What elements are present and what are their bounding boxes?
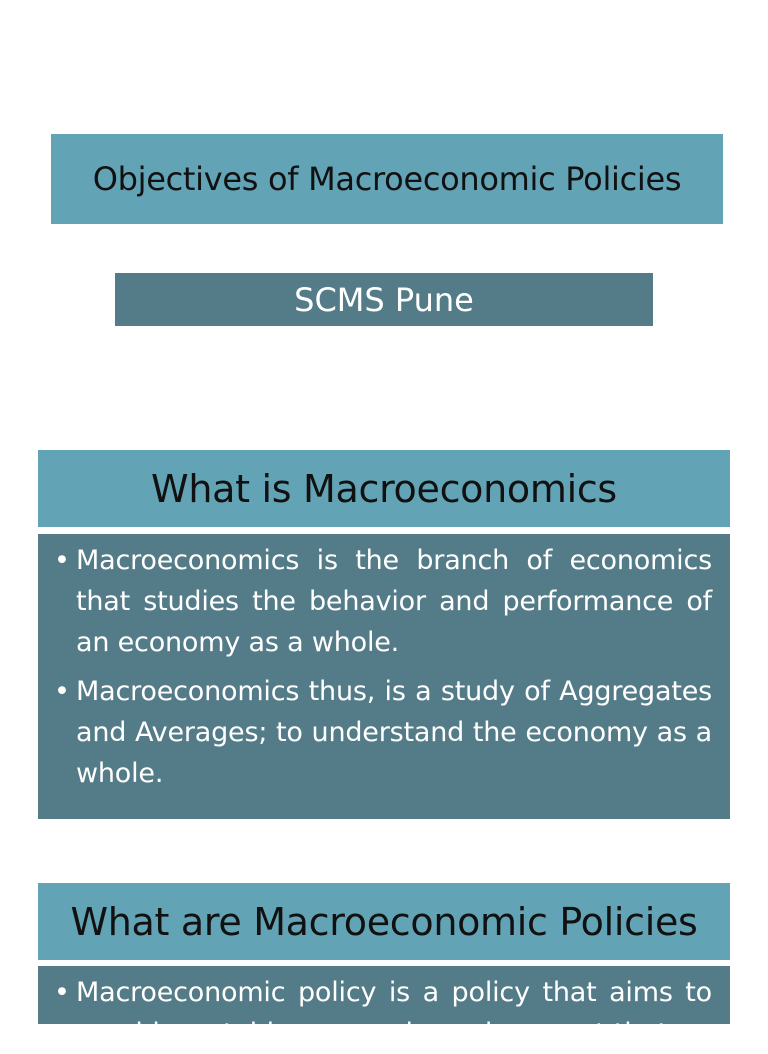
bullet-list	[56, 972, 712, 1054]
section-heading-macroeconomic-policies	[38, 883, 730, 960]
bullet-item	[56, 540, 712, 663]
bullet-icon: •	[54, 676, 70, 707]
bullet-item	[56, 671, 712, 794]
document-title-box	[51, 134, 723, 224]
bullet-icon: •	[54, 977, 70, 1008]
section-heading-macroeconomics	[38, 450, 730, 527]
document-subtitle: SCMS Pune	[294, 280, 474, 319]
bullet-text: Macroeconomics is the branch of economics that studies the behavior and performance of an economy as a whole.	[76, 545, 712, 658]
bullet-item	[56, 972, 712, 1054]
document-title: Objectives of Macroeconomic Policies	[92, 160, 682, 198]
bullet-text: Macroeconomic policy is a policy that aims to provide a stable economic environment that	[76, 977, 712, 1049]
bullet-list	[56, 540, 712, 794]
bullet-icon: •	[54, 545, 70, 576]
bullet-text: Macroeconomics thus, is a study of Aggregates and Averages; to understand the economy as a whole.	[76, 676, 712, 789]
section-heading-text: What is Macroeconomics	[151, 466, 617, 511]
section-body-macroeconomic-policies	[38, 966, 730, 1049]
section-body-macroeconomics	[38, 534, 730, 819]
section-heading-text: What are Macroeconomic Policies	[70, 899, 698, 944]
document-subtitle-box	[115, 273, 653, 326]
